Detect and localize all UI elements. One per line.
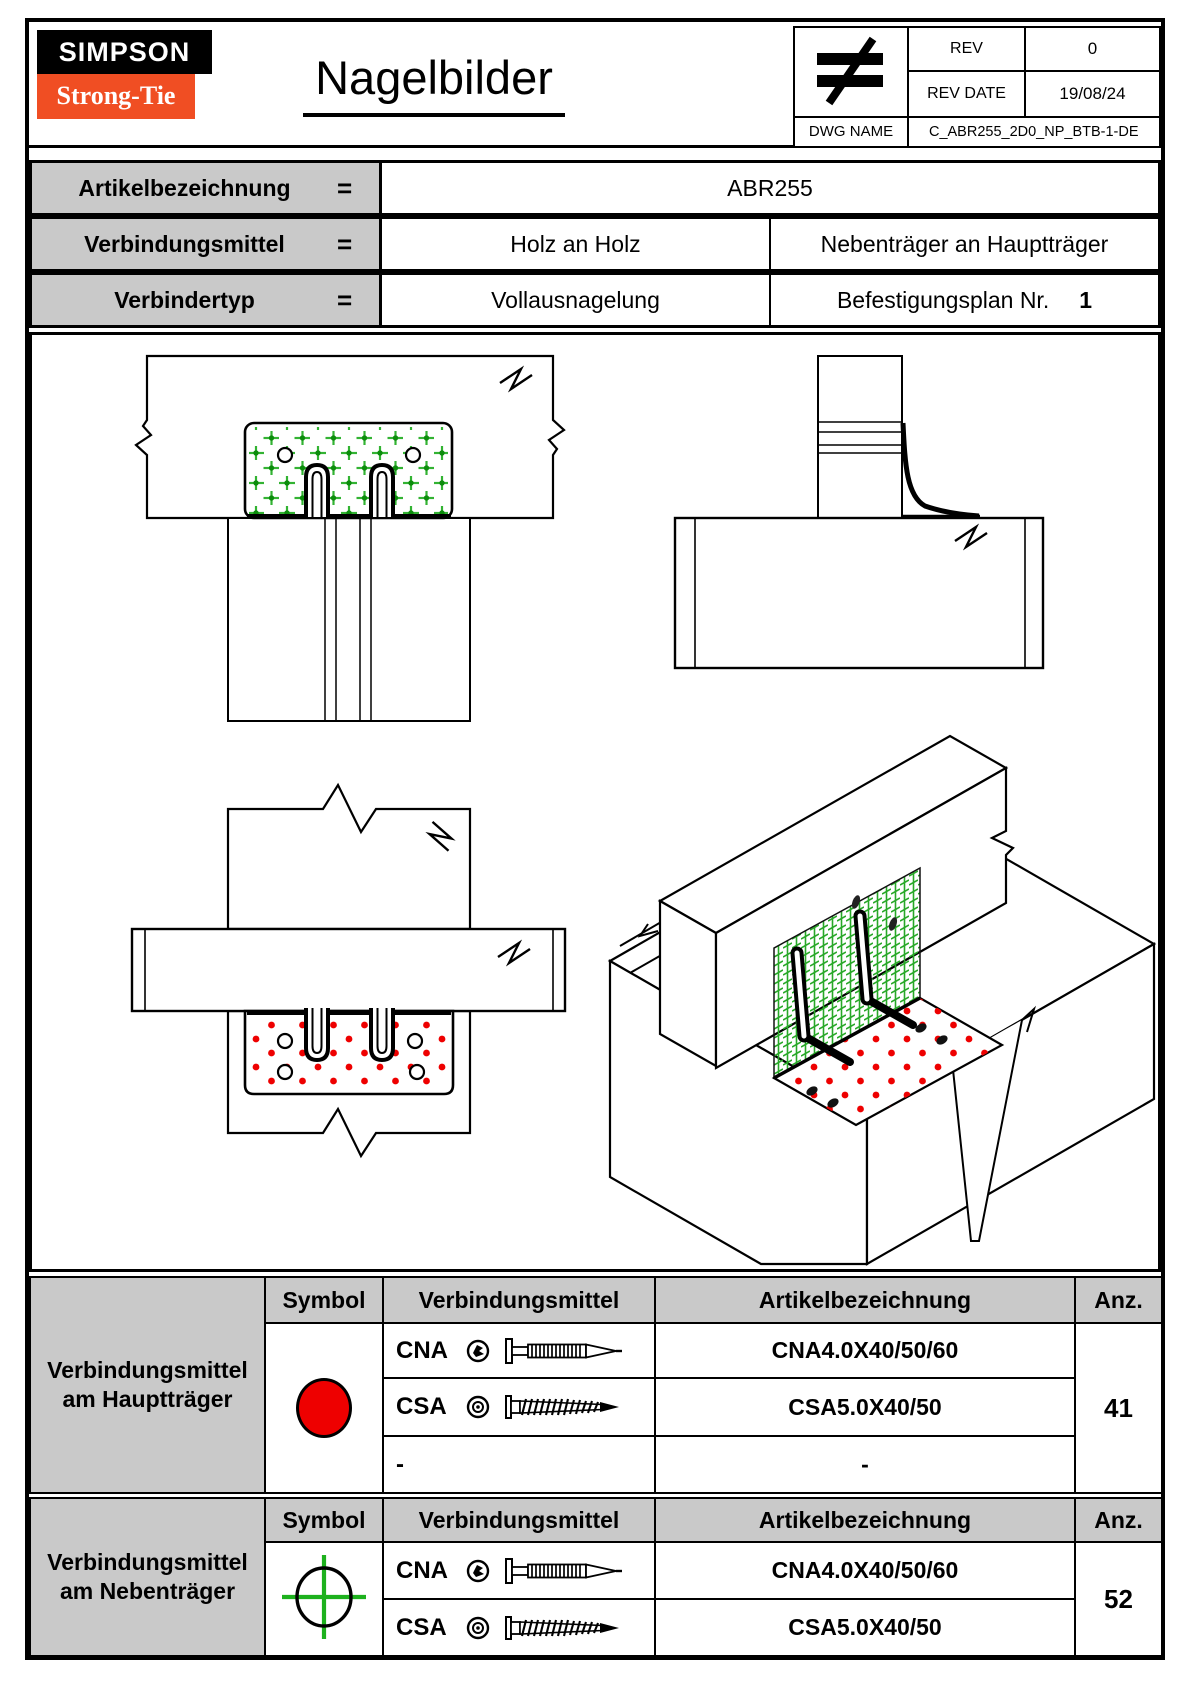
technical-drawing-svg [32,335,1158,1269]
symbol-cell [265,1542,383,1656]
table-row-label: Verbindungsmittel am Hauptträger [30,1277,265,1493]
verbindungsmittel-left: Holz an Holz [510,230,641,257]
dwg-name-label: DWG NAME [793,116,909,149]
bottom-view-nail-pattern [132,785,565,1156]
csa-screw-drawing [504,1392,626,1422]
equals-sign: = [337,172,353,203]
revision-block [793,26,1161,148]
green-crosshair-symbol-icon [278,1549,370,1645]
fastener-table-haupttraeger: Verbindungsmittel am Hauptträger Symbol Verbindungsmittel Artikelbezeichnung Anz. CNA CNA4.0X40/50/60 41 CSA CSA5.0X40/50 - - [29,1276,1163,1494]
brand-logo [37,30,212,119]
csa-screw-drawing [504,1613,626,1643]
befestigungsplan-cell: Befestigungsplan Nr. 1 [769,275,1158,325]
cna-nail-head-icon [465,1338,491,1364]
rev-label: REV [907,26,1027,72]
count-value: 52 [1075,1542,1162,1656]
fastener-row: CSA [383,1599,655,1656]
column-header-artikelbezeichnung: Artikelbezeichnung [655,1277,1075,1323]
rev-value: 0 [1024,26,1161,72]
csa-screw-head-icon [465,1394,491,1420]
plan-number: 1 [1079,286,1093,313]
column-header-artikelbezeichnung: Artikelbezeichnung [655,1498,1075,1542]
column-header-symbol: Symbol [265,1498,383,1542]
column-header-anz: Anz. [1075,1277,1162,1323]
column-header-anz: Anz. [1075,1498,1162,1542]
rev-date-label: REV DATE [907,70,1027,119]
verbindungsmittel-right: Nebenträger an Hauptträger [769,219,1158,269]
side-view [675,356,1043,668]
info-label: Artikelbezeichnung = [32,163,382,213]
info-label: Verbindungsmittel = [32,219,382,269]
fastener-table-nebentraeger: Verbindungsmittel am Nebenträger Symbol Verbindungsmittel Artikelbezeichnung Anz. CNA CNA4.0X40/50/60 52 CSA CSA5.0X40/50 [29,1497,1163,1657]
cna-nail-head-icon [465,1558,491,1584]
fastener-row: CNA [383,1542,655,1599]
symbol-cell [265,1323,383,1493]
not-equal-icon [801,31,901,113]
verbindertyp-left: Vollausnagelung [491,286,660,313]
info-label: Verbindertyp = [32,275,382,325]
drawing-area [29,332,1161,1272]
strongtie-wordmark: Strong-Tie [37,74,195,119]
fastener-row: CSA [383,1378,655,1436]
sheet-border [25,18,1165,1660]
page-title: Nagelbilder [199,50,669,117]
count-value: 41 [1075,1323,1162,1493]
column-header-verbindungsmittel: Verbindungsmittel [383,1498,655,1542]
fastener-row: CNA [383,1323,655,1378]
equals-sign: = [337,284,353,315]
title-block [29,22,1161,148]
info-row-verbindertyp [29,272,1161,328]
projection-symbol-icon [793,26,909,118]
equals-sign: = [337,228,353,259]
column-header-symbol: Symbol [265,1277,383,1323]
cna-nail-drawing [504,1336,626,1366]
simpson-wordmark: SIMPSON [37,30,212,74]
cna-nail-drawing [504,1556,626,1586]
table-row-label: Verbindungsmittel am Nebenträger [30,1498,265,1656]
rev-date-value: 19/08/24 [1024,70,1161,119]
isometric-view [610,736,1154,1264]
fastener-row-empty: - [383,1436,655,1493]
artikel-value: ABR255 [727,174,813,201]
front-view-nail-pattern [136,356,564,721]
info-row-verbindungsmittel [29,216,1161,272]
dwg-name-value: C_ABR255_2D0_NP_BTB-1-DE [907,116,1162,149]
red-dot-symbol [296,1378,352,1438]
column-header-verbindungsmittel: Verbindungsmittel [383,1277,655,1323]
csa-screw-head-icon [465,1615,491,1641]
info-row-artikel [29,160,1161,216]
